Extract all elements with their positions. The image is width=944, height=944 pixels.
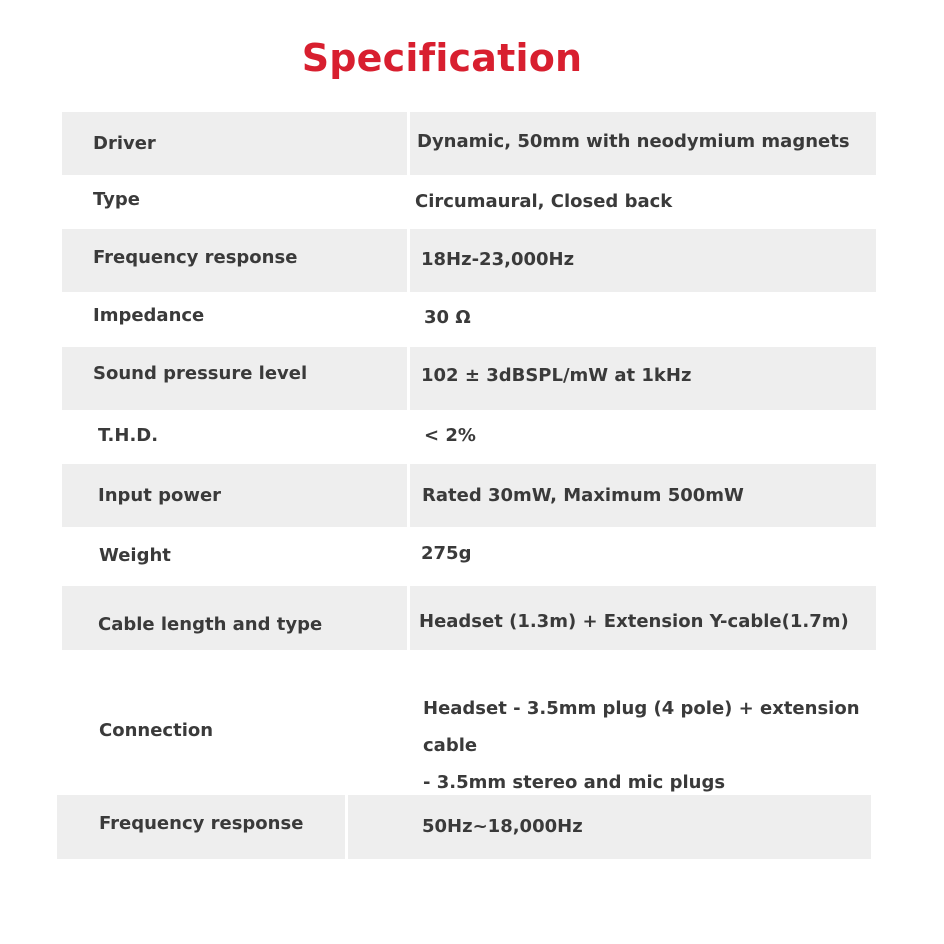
spec-row-thd bbox=[62, 410, 876, 464]
spec-value: Headset (1.3m) + Extension Y-cable(1.7m) bbox=[419, 611, 849, 632]
spec-row-connection bbox=[62, 650, 876, 795]
spec-value: 50Hz~18,000Hz bbox=[422, 816, 583, 837]
spec-row-input-power bbox=[62, 464, 876, 527]
spec-row-frequency-response-2 bbox=[57, 795, 871, 859]
spec-label: Frequency response bbox=[99, 813, 304, 834]
spec-label: Sound pressure level bbox=[93, 363, 308, 384]
column-divider bbox=[407, 586, 410, 650]
spec-value: Dynamic, 50mm with neodymium magnets bbox=[417, 131, 850, 152]
column-divider bbox=[407, 229, 410, 292]
spec-row-frequency-response bbox=[62, 229, 876, 292]
spec-value: < 2% bbox=[424, 425, 476, 446]
spec-label: T.H.D. bbox=[98, 425, 159, 446]
spec-label: Frequency response bbox=[93, 247, 298, 268]
spec-label: Input power bbox=[98, 485, 222, 506]
spec-row-driver bbox=[62, 112, 876, 175]
spec-row-impedance bbox=[62, 292, 876, 347]
spec-label: Cable length and type bbox=[98, 614, 323, 635]
spec-value: 30 Ω bbox=[424, 307, 471, 328]
spec-label: Connection bbox=[99, 720, 214, 741]
spec-value: 18Hz-23,000Hz bbox=[421, 249, 575, 270]
column-divider bbox=[407, 464, 410, 527]
spec-value: 102 ± 3dBSPL/mW at 1kHz bbox=[421, 365, 692, 386]
spec-row-type bbox=[62, 175, 876, 229]
spec-value: Circumaural, Closed back bbox=[415, 191, 673, 212]
spec-row-sound-pressure-level bbox=[62, 347, 876, 410]
spec-value bbox=[423, 690, 893, 801]
spec-label: Type bbox=[93, 189, 140, 210]
spec-value-line: Headset - 3.5mm plug (4 pole) + extension cable bbox=[423, 698, 860, 756]
spec-value-line: - 3.5mm stereo and mic plugs bbox=[423, 772, 726, 793]
spec-label: Impedance bbox=[93, 305, 205, 326]
spec-row-weight bbox=[62, 527, 876, 586]
column-divider bbox=[407, 112, 410, 175]
column-divider bbox=[407, 347, 410, 410]
column-divider bbox=[345, 795, 348, 859]
spec-row-cable-length bbox=[62, 586, 876, 650]
spec-label: Weight bbox=[99, 545, 171, 566]
spec-value: 275g bbox=[421, 543, 472, 564]
page-title: Specification bbox=[301, 36, 583, 80]
spec-value: Rated 30mW, Maximum 500mW bbox=[422, 485, 744, 506]
spec-label: Driver bbox=[93, 133, 156, 154]
